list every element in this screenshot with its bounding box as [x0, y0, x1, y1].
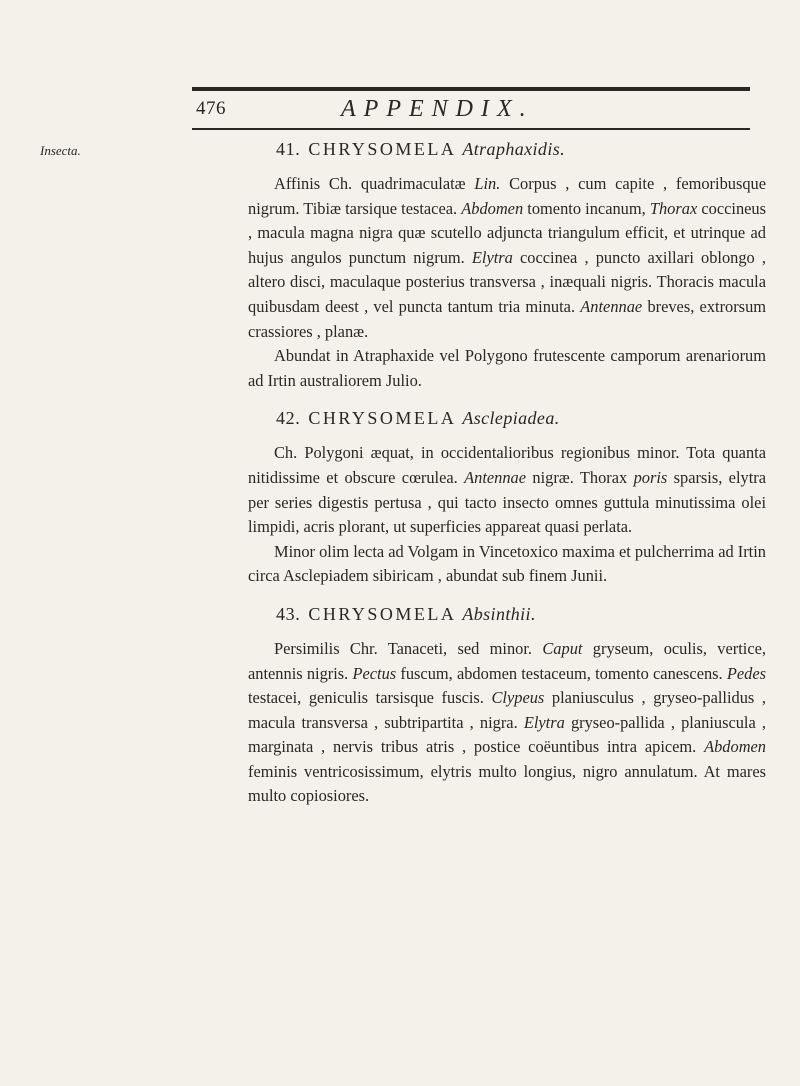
entry-paragraph [248, 344, 766, 393]
keyword-term: Abdomen [461, 198, 524, 218]
text-run: feminis ventricosissimum, elytris multo longius, nigro annulatum. At mares multo copiosiores. [248, 761, 766, 806]
entry-species: Atraphaxidis. [462, 139, 566, 159]
entry-num: 41. [276, 139, 301, 159]
entry-paragraph [248, 441, 766, 539]
top-rule [192, 87, 750, 91]
entry-heading [248, 403, 766, 433]
running-head [196, 96, 750, 126]
text-run: Persimilis Chr. Tanaceti, sed minor. [274, 638, 543, 658]
keyword-term: Elytra [471, 247, 513, 267]
keyword-term: poris [633, 467, 668, 487]
text-run: Ch. Polygoni æquat, in occidentalioribus regionibus minor. Tota quanta nitidissime et obscure cœrulea. [248, 443, 766, 487]
keyword-term: Clypeus [491, 688, 545, 708]
keyword-term: Antennae [580, 296, 643, 316]
text-run: Abundat in Atraphaxide vel Polygono frutescente camporum arenariorum ad Irtin australiorem Julio. [248, 346, 766, 390]
entry-paragraph [248, 637, 766, 809]
text-run: tomento incanum, [523, 198, 650, 218]
keyword-term: Lin. [474, 174, 501, 193]
text-run: coccineus , macula magna nigra quæ scutello adjuncta triangulum efficit, et utrinque ad hujus angulos punctum nigrum. [248, 198, 766, 267]
text-run: Affinis Ch. quadrimaculatæ [274, 174, 475, 193]
text-run: Minor olim lecta ad Volgam in Vincetoxico maxima et pulcherrima ad Irtin circa Asclepiadem sibiricam , abundat sub finem Junii. [248, 541, 766, 586]
running-title: APPENDIX. [341, 96, 534, 122]
text-run: gryseo-pallida , planiuscula , marginata , nervis tribus atris , postice coëuntibus intra apicem. [248, 712, 766, 757]
text-run: gryseum, oculis, vertice, antennis nigris. [248, 638, 766, 683]
keyword-term: Pedes [726, 663, 766, 683]
text-run: nigræ. Thorax [526, 467, 634, 487]
main-text [248, 134, 766, 809]
entry-num: 42. [276, 408, 301, 429]
entry-genus: CHRYSOMELA [308, 603, 457, 624]
entry-species: Asclepiadea. [462, 408, 560, 429]
text-run: planiusculus , gryseo-pallidus , macula transversa , subtripartita , nigra. [248, 688, 766, 732]
text-run: breves, extrorsum crassiores , planæ. [248, 296, 767, 341]
entry-paragraph [248, 540, 766, 589]
entry-genus: CHRYSOMELA [308, 408, 457, 429]
page-number: 476 [196, 98, 226, 119]
keyword-term: Abdomen [704, 737, 766, 757]
text-run: Corpus , cum capite , femoribusque nigrum. Tibiæ tarsique testacea. [248, 174, 767, 218]
head-rule [192, 128, 750, 130]
entry-paragraph [248, 172, 766, 344]
keyword-term: Pectus [352, 663, 397, 683]
text-run: coccinea , puncto axillari oblongo , altero disci, maculaque posterius transversa , inæquali nigris. Thoracis macula quibusdam deest , vel puncta tantum tria minuta. [248, 247, 766, 316]
keyword-term: Caput [542, 638, 583, 658]
text-run: testacei, geniculis tarsisque fuscis. [248, 688, 492, 708]
keyword-term: Thorax [649, 198, 698, 218]
text-run: sparsis, elytra per series digestis pertusa , qui tacto insecto omnes guttula minutissima olei limpidi, acris plorant, ut superficies appareat quasi perlata. [248, 467, 766, 537]
keyword-term: Antennae [464, 467, 527, 487]
entry-genus: CHRYSOMELA [308, 139, 457, 159]
keyword-term: Elytra [523, 712, 565, 732]
entry-heading [248, 599, 766, 629]
entry-species: Absinthii. [462, 603, 536, 624]
text-run: fuscum, abdomen testaceum, tomento canescens. [396, 663, 727, 683]
entry-heading [248, 134, 766, 164]
margin-note: Insecta. [40, 143, 81, 158]
entry-num: 43. [276, 603, 301, 624]
